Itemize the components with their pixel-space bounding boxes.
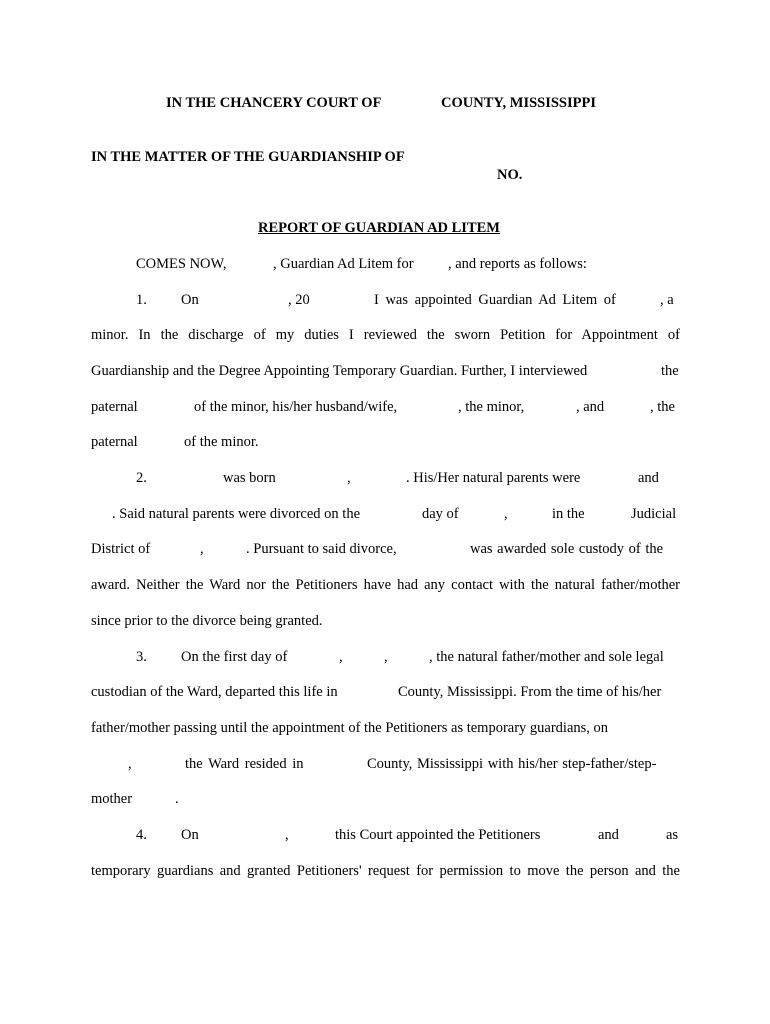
- para2-text: ,: [347, 470, 351, 486]
- para2-line5: since prior to the divorce being granted.: [91, 613, 323, 629]
- para3-text: ,: [339, 649, 343, 665]
- para1-text: , a: [660, 292, 674, 308]
- para1-line3-end: the: [661, 363, 679, 379]
- para2-text: ,: [504, 506, 508, 522]
- intro-text-1: COMES NOW,: [136, 256, 227, 272]
- para1-number: 1.: [136, 292, 147, 308]
- para2-text: was born: [223, 470, 276, 486]
- para1-line2: minor. In the discharge of my duties I reviewed the sworn Petition for Appointment of: [91, 327, 680, 343]
- para2-text: . Pursuant to said divorce,: [246, 541, 397, 557]
- para3-text: ,: [128, 756, 132, 772]
- para3-line3: father/mother passing until the appointment of the Petitioners as temporary guardians, on: [91, 720, 609, 736]
- para3-text: County, Mississippi. From the time of his/her: [398, 684, 662, 700]
- para2-text: was awarded sole custody of the: [470, 541, 664, 557]
- para1-line3: Guardianship and the Degree Appointing Temporary Guardian. Further, I interviewed: [91, 363, 588, 379]
- para3-text: .: [175, 791, 179, 807]
- para3-text: ,: [384, 649, 388, 665]
- para2-text: and: [638, 470, 659, 486]
- para2-text: ,: [200, 541, 204, 557]
- para3-text: County, Mississippi with his/her step-father/step-: [367, 756, 657, 772]
- para1-text: of the minor.: [184, 434, 259, 450]
- para4-text: this Court appointed the Petitioners: [335, 827, 541, 843]
- intro-text-2: , Guardian Ad Litem for: [273, 256, 414, 272]
- court-heading-right: COUNTY, MISSISSIPPI: [441, 95, 596, 111]
- para1-text: I was appointed Guardian Ad Litem of: [374, 292, 616, 308]
- para3-text: the Ward resided in: [185, 756, 304, 772]
- para2-number: 2.: [136, 470, 147, 486]
- report-title: REPORT OF GUARDIAN AD LITEM: [258, 220, 500, 236]
- para4-text: ,: [285, 827, 289, 843]
- para4-number: 4.: [136, 827, 147, 843]
- para1-text: On: [181, 292, 199, 308]
- para3-text: , the natural father/mother and sole legal: [429, 649, 664, 665]
- para1-text: paternal: [91, 399, 138, 415]
- para1-text: of the minor, his/her husband/wife,: [194, 399, 398, 415]
- para2-line4: award. Neither the Ward nor the Petitioners have had any contact with the natural father/mother: [91, 577, 680, 593]
- para1-text: , and: [576, 399, 605, 415]
- para4-text: as: [666, 827, 679, 843]
- para3-number: 3.: [136, 649, 147, 665]
- case-number-label: NO.: [497, 167, 523, 183]
- para1-text: , the minor,: [458, 399, 525, 415]
- para3-text: mother: [91, 791, 133, 807]
- intro-text-3: , and reports as follows:: [448, 256, 587, 272]
- para4-text: On: [181, 827, 199, 843]
- para2-text: day of: [422, 506, 459, 522]
- para2-text: Judicial: [631, 506, 677, 522]
- para1-text: , 20: [288, 292, 310, 308]
- para1-text: paternal: [91, 434, 138, 450]
- matter-heading: IN THE MATTER OF THE GUARDIANSHIP OF: [91, 149, 405, 165]
- para1-text: , the: [650, 399, 675, 415]
- para4-text: and: [598, 827, 619, 843]
- para2-text: District of: [91, 541, 151, 557]
- para2-text: in the: [552, 506, 585, 522]
- para3-text: On the first day of: [181, 649, 288, 665]
- para2-text: . Said natural parents were divorced on the: [112, 506, 361, 522]
- para2-text: . His/Her natural parents were: [406, 470, 581, 486]
- para3-text: custodian of the Ward, departed this life in: [91, 684, 338, 700]
- court-heading-left: IN THE CHANCERY COURT OF: [166, 95, 382, 111]
- para4-line2: temporary guardians and granted Petitioners' request for permission to move the person and the: [91, 863, 680, 879]
